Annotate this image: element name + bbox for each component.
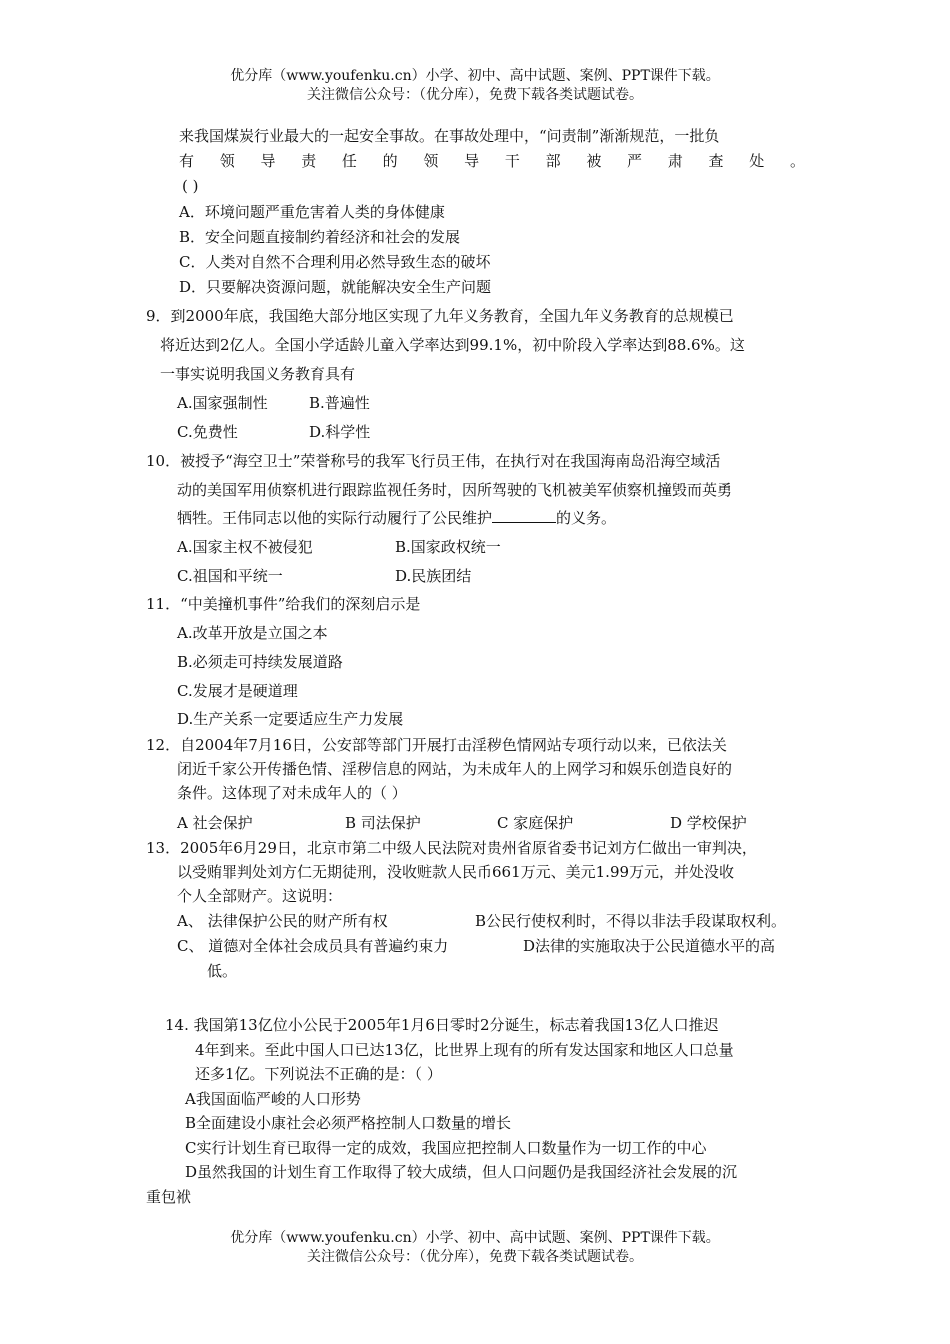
q10-line-3-start: 牺牲。王伟同志以他的实际行动履行了公民维护 <box>177 509 493 527</box>
q12-option-b: B 司法保护 <box>345 814 421 832</box>
q10-answer-blank <box>492 508 556 523</box>
q10-line-1: 10．被授予“海空卫士”荣誉称号的我军飞行员王伟，在执行对在我国海南岛沿海空域活 <box>146 452 721 470</box>
q8-option-c: C．人类对自然不合理利用必然导致生态的破坏 <box>179 253 491 271</box>
q14-option-d-wrap: 重包袱 <box>146 1188 192 1206</box>
q9-line-2: 将近达到2亿人。全国小学适龄儿童入学率达到99.1%，初中阶段入学率达到88.6%。这 <box>160 336 745 354</box>
q14-option-b: B全面建设小康社会必须严格控制人口数量的增长 <box>185 1114 512 1132</box>
header-line-2: 关注微信公众号：（优分库），免费下载各类试题试卷。 <box>307 87 643 103</box>
q8-option-a: A．环境问题严重危害着人类的身体健康 <box>179 203 445 221</box>
q10-option-a: A.国家主权不被侵犯 <box>177 538 313 556</box>
q13-option-b: B公民行使权利时，不得以非法手段谋取权利。 <box>475 912 787 930</box>
header-line-1: 优分库（www.youfenku.cn）小学、初中、高中试题、案例、PPT课件下载。 <box>230 68 720 84</box>
q13-option-c: C、 道德对全体社会成员具有普遍约束力 <box>177 937 449 955</box>
q9-option-a: A.国家强制性 <box>177 394 268 412</box>
q13-option-a: A、 法律保护公民的财产所有权 <box>177 912 388 930</box>
q10-line-3-end: 的义务。 <box>556 509 617 527</box>
q9-line-1: 9．到2000年底，我国绝大部分地区实现了九年义务教育，全国九年义务教育的总规模已 <box>146 307 734 325</box>
q13-line-3: 个人全部财产。这说明： <box>177 887 343 905</box>
q10-option-b: B.国家政权统一 <box>395 538 501 556</box>
q12-option-d: D 学校保护 <box>670 814 747 832</box>
q9-line-3: 一事实说明我国义务教育具有 <box>160 365 356 383</box>
q9-option-d: D.科学性 <box>309 423 371 441</box>
q8-paren: ( ) <box>182 177 199 195</box>
q13-line-2: 以受贿罪判处刘方仁无期徒刑，没收赃款人民币661万元、美元1.99万元，并处没收 <box>177 863 735 881</box>
q13-line-1: 13．2005年6月29日，北京市第二中级人民法院对贵州省原省委书记刘方仁做出一审判决， <box>146 839 757 857</box>
q9-option-c: C.免费性 <box>177 423 238 441</box>
q11-option-b: B.必须走可持续发展道路 <box>177 653 343 671</box>
q12-line-2: 闭近千家公开传播色情、淫秽信息的网站，为未成年人的上网学习和娱乐创造良好的 <box>177 760 733 778</box>
q10-option-d: D.民族团结 <box>395 567 472 585</box>
q8-line-2: 有领导责任的领导干部被严肃查处。 <box>179 152 805 170</box>
q12-option-c: C 家庭保护 <box>497 814 574 832</box>
q12-option-a: A 社会保护 <box>177 814 253 832</box>
q14-option-c: C实行计划生育已取得一定的成效，我国应把控制人口数量作为一切工作的中心 <box>185 1139 707 1157</box>
q10-line-2: 动的美国军用侦察机进行跟踪监视任务时，因所驾驶的飞机被美军侦察机撞毁而英勇 <box>177 481 733 499</box>
footer-line-2: 关注微信公众号：（优分库），免费下载各类试题试卷。 <box>307 1249 643 1265</box>
q14-option-d: D虽然我国的计划生育工作取得了较大成绩，但人口问题仍是我国经济社会发展的沉 <box>185 1163 738 1181</box>
footer-line-1: 优分库（www.youfenku.cn）小学、初中、高中试题、案例、PPT课件下载。 <box>230 1230 720 1246</box>
q10-option-c: C.祖国和平统一 <box>177 567 283 585</box>
q14-line-2: 4年到来。至此中国人口已达13亿，比世界上现有的所有发达国家和地区人口总量 <box>195 1041 734 1059</box>
q11-option-c: C.发展才是硬道理 <box>177 682 298 700</box>
q10-line-3 <box>177 508 616 528</box>
q12-line-1: 12．自2004年7月16日，公安部等部门开展打击淫秽色情网站专项行动以来，已依法关 <box>146 736 727 754</box>
q9-option-b: B.普遍性 <box>309 394 370 412</box>
q8-option-b: B．安全问题直接制约着经济和社会的发展 <box>179 228 461 246</box>
q11-option-a: A.改革开放是立国之本 <box>177 624 328 642</box>
q8-line-1: 来我国煤炭行业最大的一起安全事故。在事故处理中，“问责制”渐渐规范，一批负 <box>179 127 720 145</box>
q11-line-1: 11．“中美撞机事件”给我们的深刻启示是 <box>146 595 421 613</box>
q13-option-d-wrap: 低。 <box>207 962 238 980</box>
q14-line-1: 14. 我国第13亿位小公民于2005年1月6日零时2分诞生，标志着我国13亿人口推迟 <box>165 1016 719 1034</box>
q14-option-a: A我国面临严峻的人口形势 <box>185 1090 361 1108</box>
q14-line-3: 还多1亿。下列说法不正确的是：（ ） <box>195 1065 442 1083</box>
q8-option-d: D．只要解决资源问题，就能解决安全生产问题 <box>179 278 492 296</box>
q12-line-3: 条件。这体现了对未成年人的（ ） <box>177 784 407 802</box>
q13-option-d: D法律的实施取决于公民道德水平的高 <box>523 937 776 955</box>
q11-option-d: D.生产关系一定要适应生产力发展 <box>177 710 404 728</box>
